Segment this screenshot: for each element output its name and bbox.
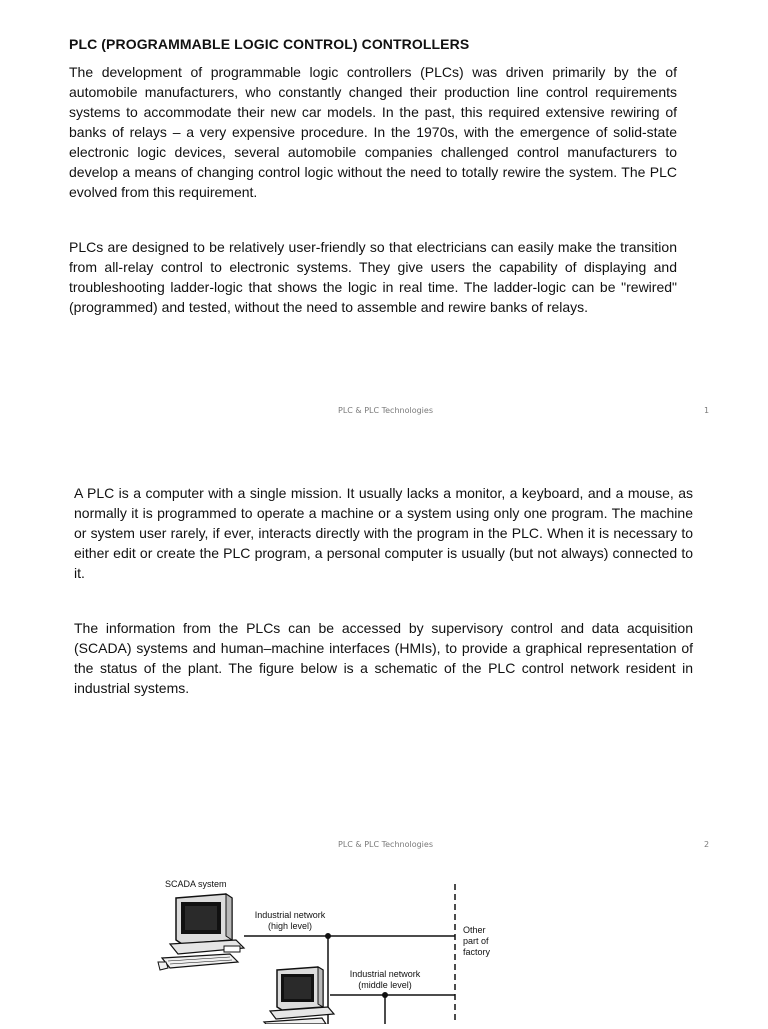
page-number: 2: [704, 840, 710, 849]
document-page-2: [0, 440, 768, 860]
network-middle-label-line2: (middle level): [358, 980, 412, 990]
document-page-3: [0, 862, 768, 1024]
scada-label: SCADA system: [165, 879, 227, 889]
other-label-line1: Other: [463, 925, 486, 935]
page-title: PLC (PROGRAMMABLE LOGIC CONTROL) CONTROLLERS: [69, 36, 470, 52]
page-footer-title: PLC & PLC Technologies: [338, 840, 433, 849]
other-label-line2: part of: [463, 936, 489, 946]
document-page-1: [0, 0, 768, 430]
network-middle-label-line1: Industrial network: [349, 969, 421, 979]
page-number: 1: [704, 406, 710, 415]
paragraph-plc-scada: The information from the PLCs can be accessed by supervisory control and data acquisition (SCADA) systems and human–machine interfaces (HMIs), to provide a graphical representation of the status of the plant. The figure below is a schematic of the PLC control network resident in industrial systems.: [74, 620, 693, 696]
network-high-label-line1: Industrial network: [254, 910, 326, 920]
paragraph-plc-history: The development of programmable logic controllers (PLCs) was driven primarily by the of automobile manufacturers, who constantly changed their production line control requirements systems to accommodate their new car models. In the past, this required extensive rewiring of banks of relays – a very expensive procedure. In the 1970s, with the emergence of solid-state electronic logic devices, several automobile companies challenged control manufacturers to develop a means of changing control logic without the need to totally rewire the system. The PLC evolved from this requirement.: [69, 64, 677, 200]
hmi-computer-icon: [264, 967, 334, 1024]
paragraph-plc-user-friendly: PLCs are designed to be relatively user-friendly so that electricians can easily make the transition from all-relay control to electronic systems. They give users the capability of displaying and troubleshooting ladder-logic that shows the logic in real time. The ladder-logic can be "rewired" (programmed) and tested, without the need to assemble and rewire banks of relays.: [69, 239, 677, 315]
plc-network-schematic: [0, 862, 768, 1024]
page-footer-title: PLC & PLC Technologies: [338, 406, 433, 415]
paragraph-plc-computer: A PLC is a computer with a single mission. It usually lacks a monitor, a keyboard, and a mouse, as normally it is programmed to operate a machine or a system using only one program. The machine or system user rarely, if ever, interacts directly with the program in the PLC. When it is necessary to either edit or create the PLC program, a personal computer is usually (but not always) connected to it.: [74, 485, 693, 581]
other-label-line3: factory: [463, 947, 491, 957]
network-high-label-line2: (high level): [267, 921, 313, 931]
scada-computer-icon: [158, 894, 244, 970]
